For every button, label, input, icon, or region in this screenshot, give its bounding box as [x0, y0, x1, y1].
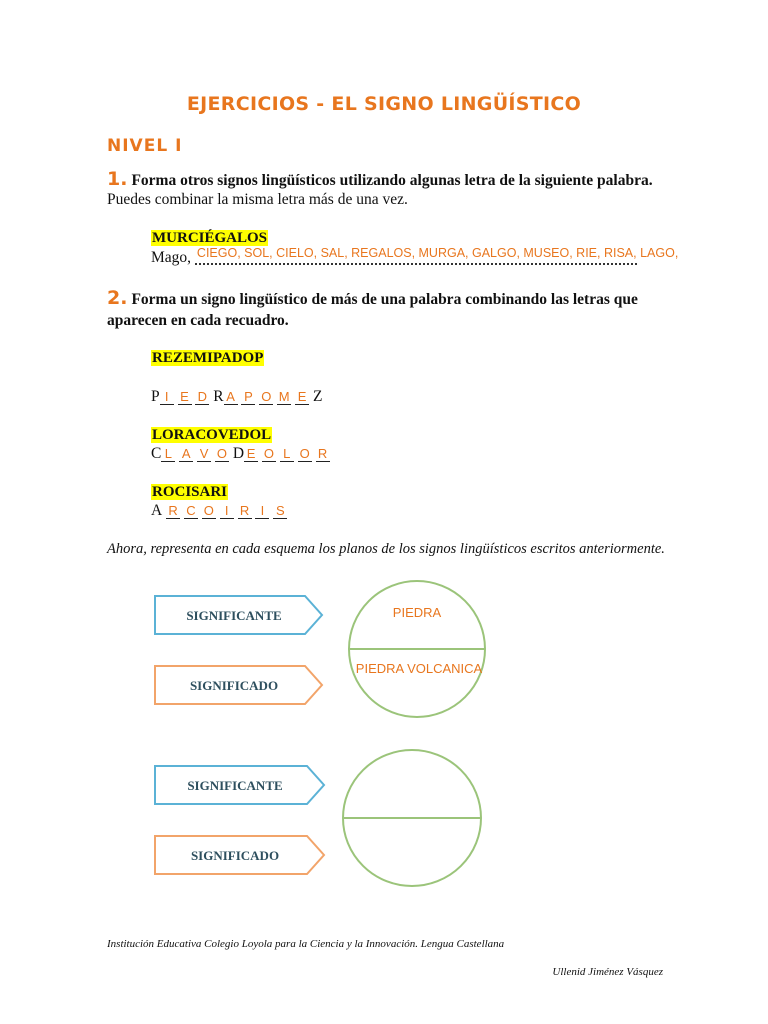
question-2-number: 2. — [107, 287, 128, 309]
word-box-rezemipadop — [151, 349, 264, 367]
question-1-number: 1. — [107, 168, 128, 190]
example-word: Mago, — [151, 249, 192, 266]
letter-blank[interactable]: O — [299, 446, 310, 461]
significado-label: SIGNIFICADO — [189, 678, 279, 693]
level-heading: NIVEL I — [107, 136, 183, 156]
highlighted-word: MURCIÉGALOS — [152, 230, 268, 246]
question-1-text: Forma otros signos lingüísticos utilizando algunas letra de la siguiente palabra. — [131, 172, 653, 189]
letter-blank[interactable]: P — [241, 390, 255, 405]
highlighted-word: LORACOVEDOL — [152, 427, 272, 443]
question-1-subtext: Puedes combinar la misma letra más de una vez. — [107, 191, 408, 208]
word-box-loracovedol — [151, 426, 272, 444]
letter-blank[interactable]: O — [263, 446, 274, 461]
highlighted-word: REZEMIPADOP — [152, 350, 264, 366]
highlighted-word: ROCISARI — [152, 484, 228, 500]
answer-text: CIEGO, SOL, CIELO, SAL, REGALOS, MURGA, GALGO, MUSEO, RIE, RISA, LAGO, — [196, 246, 679, 261]
significado-answer: PIEDRA VOLCANICA — [355, 661, 483, 676]
letter-blank[interactable]: R — [238, 504, 252, 519]
letter-blank[interactable]: L — [280, 447, 294, 462]
footer-institution: Institución Educativa Colegio Loyola para la Ciencia y la Innovación. Lengua Castellana — [107, 938, 505, 950]
letter-blank[interactable]: S — [273, 504, 287, 519]
sign-scheme-2 — [150, 748, 490, 898]
significante-answer: PIEDRA — [392, 605, 442, 620]
significado-label: SIGNIFICADO — [190, 848, 280, 863]
letter-blank[interactable]: V — [197, 447, 211, 462]
letter-blank[interactable]: R — [166, 504, 180, 519]
word-box-rocisari — [151, 483, 228, 501]
page-title: EJERCICIOS - EL SIGNO LINGÜÍSTICO — [186, 93, 582, 115]
answer-row-3 — [151, 502, 287, 520]
letter-blank[interactable]: O — [261, 389, 272, 404]
significante-label: SIGNIFICANTE — [186, 608, 282, 623]
question-2-text-line2: aparecen en cada recuadro. — [107, 312, 289, 329]
given-letter: R — [213, 388, 224, 405]
word-box-murcielagos — [151, 229, 268, 247]
letter-blank[interactable]: L — [161, 447, 175, 462]
answer-row-1 — [151, 388, 322, 406]
letter-blank[interactable]: A — [224, 390, 238, 405]
letter-blank[interactable]: O — [203, 503, 214, 518]
letter-blank[interactable]: I — [255, 504, 269, 519]
significante-label: SIGNIFICANTE — [187, 778, 283, 793]
given-letter: P — [151, 388, 160, 405]
given-letter: C — [151, 445, 162, 462]
letter-blank[interactable]: A — [179, 447, 193, 462]
given-letter: D — [232, 445, 245, 462]
letter-blank[interactable]: O — [216, 446, 228, 461]
sign-scheme-1 — [150, 580, 490, 730]
letter-blank[interactable]: C — [184, 504, 198, 519]
letter-blank[interactable]: E — [244, 447, 258, 462]
question-1-answer-line — [151, 246, 679, 267]
given-letter: Z — [312, 388, 323, 405]
letter-blank[interactable]: M — [278, 389, 290, 404]
letter-blank[interactable]: I — [160, 390, 174, 405]
question-2 — [107, 287, 638, 309]
answer-dotted-line[interactable] — [195, 246, 679, 265]
letter-blank[interactable]: E — [295, 390, 309, 405]
letter-blank[interactable]: I — [220, 504, 234, 519]
letter-blank[interactable]: R — [316, 447, 330, 462]
question-1 — [107, 168, 653, 190]
footer-author: Ullenid Jiménez Vásquez — [552, 966, 663, 978]
instruction-text: Ahora, representa en cada esquema los planos de los signos lingüísticos escritos anteriormente. — [107, 541, 665, 557]
given-letter: A — [151, 502, 163, 519]
letter-blank[interactable]: D — [195, 390, 209, 405]
answer-row-2 — [151, 445, 330, 463]
question-2-text-line1: Forma un signo lingüístico de más de una palabra combinando las letras que — [131, 291, 638, 308]
letter-blank[interactable]: E — [178, 390, 192, 405]
